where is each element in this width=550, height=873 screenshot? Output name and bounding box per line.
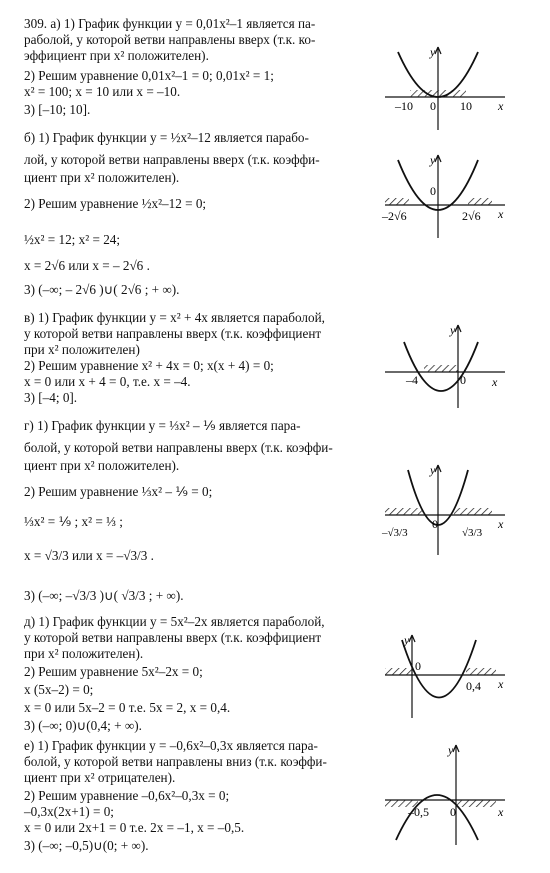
- part-v-line-1: в) 1) График функции y = x² + 4x является параболой,: [24, 310, 325, 325]
- origin-label: 0: [430, 99, 436, 113]
- part-b-line-7: 3) (–∞; – 2√6 )∪( 2√6 ; + ∞).: [24, 282, 180, 297]
- graph-b: [380, 150, 510, 240]
- solution-hatch-left: [385, 508, 423, 515]
- part-g-line-4: 2) Решим уравнение ⅓x² – ⅑ = 0;: [24, 484, 213, 499]
- part-a-line-2: раболой, у которой ветви направлены вверх (т.к. ко-: [24, 32, 316, 47]
- part-a-line-5: x² = 100; x = 10 или x = –10.: [24, 84, 181, 99]
- solution-hatch: [410, 90, 466, 97]
- part-g-line-5: ⅓x² = ⅑ ; x² = ⅓ ;: [24, 514, 123, 529]
- part-v-line-4: 2) Решим уравнение x² + 4x = 0; x(x + 4) = 0;: [24, 358, 274, 373]
- part-v-line-3: при x² положителен): [24, 342, 140, 357]
- solution-hatch-right: [456, 800, 496, 807]
- part-g-line-6: x = √3/3 или x = –√3/3 .: [24, 548, 154, 563]
- left-root-label: –2√6: [382, 209, 407, 223]
- part-b-line-6: x = 2√6 или x = – 2√6 .: [24, 258, 150, 273]
- part-e-line-5: –0,3x(2x+1) = 0;: [24, 804, 114, 819]
- solution-hatch: [424, 365, 458, 372]
- part-e-line-7: 3) (–∞; –0,5)∪(0; + ∞).: [24, 838, 149, 853]
- part-b-line-1: б) 1) График функции y = ½x²–12 является парабо-: [24, 130, 309, 145]
- part-b-line-2: лой, у которой ветви направлены вверх (т.к. коэффи-: [24, 152, 320, 167]
- x-axis-label: x: [498, 805, 504, 819]
- y-axis-label: y: [450, 323, 456, 337]
- solution-hatch-right: [466, 668, 496, 675]
- part-e-line-3: циент при x² отрицателен).: [24, 770, 176, 785]
- solution-hatch-right: [454, 508, 492, 515]
- right-root-label: 10: [460, 99, 472, 113]
- y-axis-label: y: [430, 463, 436, 477]
- part-d-line-5: x (5x–2) = 0;: [24, 682, 94, 697]
- left-root-label: –√3/3: [382, 527, 408, 539]
- origin-label: 0: [460, 373, 466, 387]
- part-g-line-1: г) 1) График функции y = ⅓x² – ⅑ является пара-: [24, 418, 301, 433]
- x-axis-label: x: [492, 375, 498, 389]
- part-a-line-1: 309. а) 1) График функции y = 0,01x²–1 является па-: [24, 16, 316, 31]
- part-b-line-3: циент при x² положителен).: [24, 170, 180, 185]
- part-d-line-3: при x² положителен).: [24, 646, 144, 661]
- right-root-label: √3/3: [462, 527, 483, 539]
- y-axis-label: y: [448, 743, 454, 757]
- graph-v: [380, 320, 510, 410]
- y-axis-label: y: [404, 633, 410, 647]
- part-a-line-4: 2) Решим уравнение 0,01x²–1 = 0; 0,01x² = 1;: [24, 68, 274, 83]
- y-axis-label: y: [430, 153, 436, 167]
- right-root-label: 0,4: [466, 679, 481, 693]
- part-e-line-1: е) 1) График функции y = –0,6x²–0,3x является пара-: [24, 738, 318, 753]
- x-axis-label: x: [498, 677, 504, 691]
- graph-g: [380, 460, 510, 560]
- part-a-line-3: эффициент при x² положителен).: [24, 48, 209, 63]
- part-d-line-7: 3) (–∞; 0)∪(0,4; + ∞).: [24, 718, 142, 733]
- graph-a: [380, 42, 510, 132]
- graph-d: [380, 630, 510, 720]
- part-d-line-6: x = 0 или 5x–2 = 0 т.е. 5x = 2, x = 0,4.: [24, 700, 231, 715]
- solution-hatch-right: [468, 198, 492, 205]
- solution-hatch-left: [385, 198, 409, 205]
- origin-label: 0: [430, 184, 436, 198]
- part-g-line-7: 3) (–∞; –√3/3 )∪( √3/3 ; + ∞).: [24, 588, 184, 603]
- part-a-line-6: 3) [–10; 10].: [24, 102, 91, 117]
- part-e-line-2: болой, у которой ветви направлены вниз (т.к. коэффи-: [24, 754, 327, 769]
- graph-e: [380, 740, 510, 850]
- origin-label: 0: [432, 517, 438, 531]
- part-e-line-4: 2) Решим уравнение –0,6x²–0,3x = 0;: [24, 788, 230, 803]
- solution-hatch-left: [385, 668, 412, 675]
- part-g-line-2: болой, у которой ветви направлены вверх (т.к. коэффи-: [24, 440, 333, 455]
- x-axis-label: x: [498, 517, 504, 531]
- part-b-line-5: ½x² = 12; x² = 24;: [24, 232, 121, 247]
- part-d-line-2: у которой ветви направлены вверх (т.к. коэффициент: [24, 630, 322, 645]
- right-root-label: 2√6: [462, 209, 481, 223]
- origin-label: 0: [415, 659, 421, 673]
- part-d-line-4: 2) Решим уравнение 5x²–2x = 0;: [24, 664, 203, 679]
- x-axis-label: x: [498, 207, 504, 221]
- part-v-line-2: у которой ветви направлены вверх (т.к. коэффициент: [24, 326, 322, 341]
- part-g-line-3: циент при x² положителен).: [24, 458, 180, 473]
- part-v-line-6: 3) [–4; 0].: [24, 390, 78, 405]
- y-axis-label: y: [430, 45, 436, 59]
- left-root-label: –10: [395, 99, 413, 113]
- left-root-label: –0,5: [408, 805, 429, 819]
- part-d-line-1: д) 1) График функции y = 5x²–2x является параболой,: [24, 614, 325, 629]
- part-b-line-4: 2) Решим уравнение ½x²–12 = 0;: [24, 196, 207, 211]
- origin-label: 0: [450, 805, 456, 819]
- x-axis-label: x: [498, 99, 504, 113]
- part-e-line-6: x = 0 или 2x+1 = 0 т.е. 2x = –1, x = –0,5.: [24, 820, 245, 835]
- left-root-label: –4: [406, 373, 418, 387]
- parabola: [402, 640, 476, 698]
- part-v-line-5: x = 0 или x + 4 = 0, т.е. x = –4.: [24, 374, 191, 389]
